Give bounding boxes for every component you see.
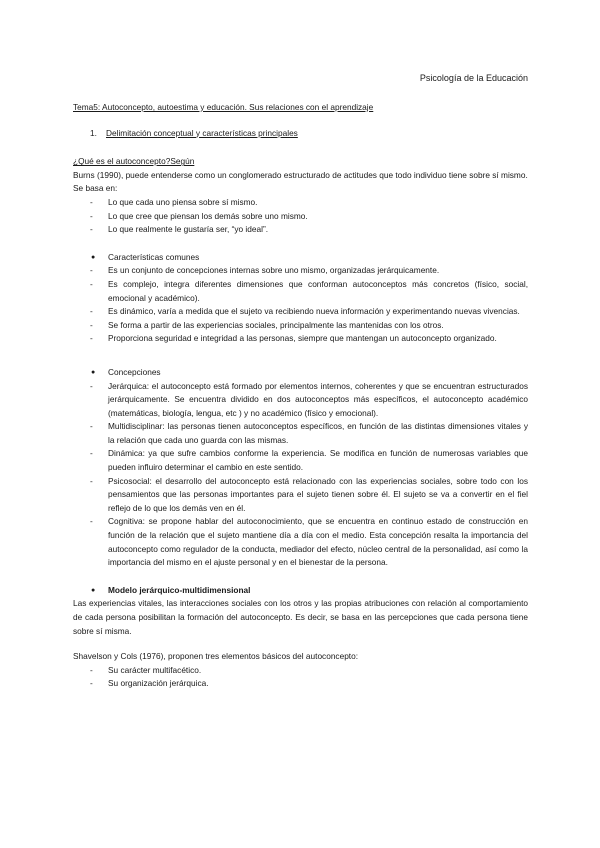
- basis-list: [73, 196, 528, 237]
- model-paragraph: Las experiencias vitales, las interacciones sociales con los otros y las propias atribuciones con relación al comportamiento de cada persona posibilitan la formación del autoconcepto. Es decir, se basa en las percepciones que cada persona tiene sobre sí misma.: [73, 598, 528, 636]
- shavelson-paragraph: Shavelson y Cols (1976), proponen tres elementos básicos del autoconcepto:: [73, 651, 359, 662]
- list-item: - Jerárquica: el autoconcepto está formado por elementos internos, coherentes y que se encuentran estructurados jerárquicamente. Se encuentra dividido en dos autoconceptos más específicos, el autoconcepto académico (matemáticas, biología, lengua, etc ) y no académico (físico y emocional).: [90, 380, 528, 418]
- list-item: - Dinámica: ya que sufre cambios conforme la experiencia. Se modifica en función de numerosas variables que pueden influiro determinar el cambio en este sentido.: [90, 448, 528, 473]
- common-heading: ● Características comunes: [73, 251, 528, 265]
- course-header: Psicología de la Educación: [419, 73, 528, 83]
- section-heading: [73, 127, 528, 141]
- shavelson-list: [73, 664, 528, 691]
- topic-title: Tema5: Autoconcepto, autoestima y educación. Sus relaciones con el aprendizaje: [73, 102, 374, 112]
- list-item: - Es complejo, integra diferentes dimensiones que conforman autoconceptos más concretos (físico, social, emocional y académico).: [90, 278, 528, 303]
- list-item: - Proporciona seguridad e integridad a las personas, siempre que mantengan un autoconcepto organizado.: [90, 333, 497, 344]
- list-item: - Lo que realmente le gustaría ser, “yo ideal”.: [90, 224, 269, 235]
- list-item: - Psicosocial: el desarrollo del autoconcepto está relacionado con las experiencias sociales, sobre todo con los pensamientos que las personas importantes para el sujeto tienen sobre él. El sujeto se va a convertir en el fiel reflejo de lo que los demás ven en él.: [90, 475, 528, 513]
- list-item: - Lo que cada uno piensa sobre sí mismo.: [90, 196, 258, 207]
- list-item: - Su carácter multifacético.: [90, 664, 202, 675]
- list-item: - Lo que cree que piensan los demás sobre uno mismo.: [90, 210, 308, 221]
- intro-paragraph: Burns (1990), puede entenderse como un conglomerado estructurado de actitudes que todo individuo tiene sobre sí mismo.: [73, 169, 528, 180]
- list-item: - Se forma a partir de las experiencias sociales, principalmente las mantenidas con los otros.: [90, 319, 444, 330]
- document-body: [73, 101, 528, 691]
- model-heading: ● Modelo jerárquico-multidimensional: [73, 584, 528, 598]
- bullet-icon: ●: [91, 586, 96, 594]
- conceptions-heading: ● Concepciones: [73, 366, 528, 380]
- bullet-icon: ●: [91, 368, 96, 376]
- basis-label: Se basa en:: [73, 183, 118, 194]
- list-item: - Cognitiva: se propone hablar del autoconocimiento, que se encuentra en continuo estado de construcción en función de la relación que el sujeto mantiene día a día con el medio. Esta concepción resalta la importancia del autoconcepto como regulador de la conducta, mediador del efecto, núcleo central de la personalidad, así como la importancia del mismo en el ajuste personal y en el bienestar de la persona.: [90, 516, 528, 568]
- conceptions-list: [73, 380, 528, 570]
- list-item: - Es dinámico, varía a medida que el sujeto va recibiendo nueva información y experimentando nuevas vivencias.: [90, 306, 520, 317]
- section-label: Delimitación conceptual y características principales: [106, 127, 298, 138]
- list-item: - Es un conjunto de concepciones internas sobre uno mismo, organizadas jerárquicamente.: [90, 265, 440, 276]
- list-item: - Multidisciplinar: las personas tienen autoconceptos específicos, en función de las distintas dimensiones vitales y la relación que cada uno guarda con las mismas.: [90, 421, 528, 445]
- question-heading: ¿Qué es el autoconcepto?Según: [73, 156, 195, 167]
- common-list: [73, 264, 528, 346]
- list-item: - Su organización jerárquica.: [90, 678, 209, 689]
- section-number: 1.: [90, 127, 97, 138]
- bullet-icon: ●: [91, 253, 96, 261]
